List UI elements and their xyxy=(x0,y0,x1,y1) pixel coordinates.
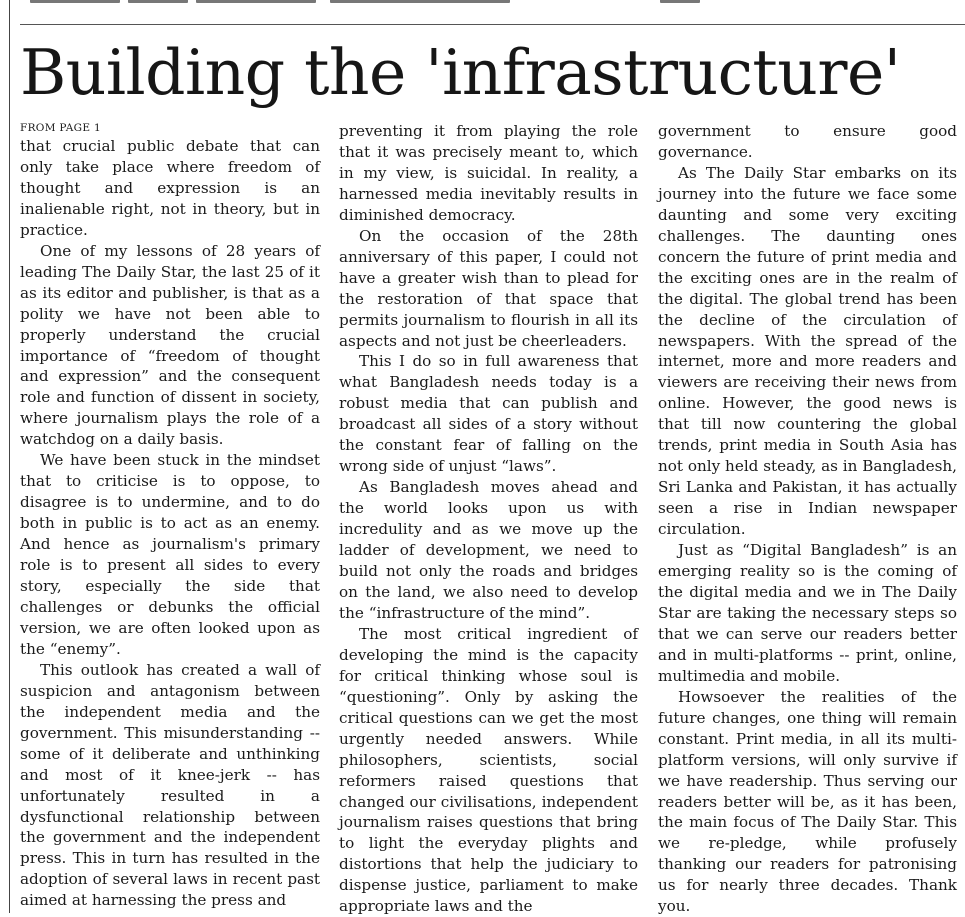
paragraph: We have been stuck in the mindset that to criticise is to oppose, to disagree is to undermine, and to do both in public is to act as an enemy. And hence as journalism's primary role is to present all sides to every story, especially the side that challenges or debunks the official version, we are often looked upon as the “enemy”. xyxy=(20,451,320,658)
paragraph: As The Daily Star embarks on its journey into the future we face some daunting and some very exciting challenges. The daunting ones concern the future of print media and the exciting ones are in the realm of the digital. The global trend has been the decline of the circulation of newspapers. With the spread of the internet, more and more readers and viewers are receiving their news from online. However, the good news is that till now countering the global trends, print media in South Asia has not only held steady, as in Bangladesh, Sri Lanka and Pakistan, it has actually seen a rise in Indian newspaper circulation. xyxy=(658,163,957,539)
paragraph: As Bangladesh moves ahead and the world looks upon us with incredulity and as we move up the ladder of development, we need to build not only the roads and bridges on the land, we also need to develop the “infrastructure of the mind”. xyxy=(339,478,638,622)
cut-off-top-line xyxy=(20,0,965,6)
paragraph: Just as “Digital Bangladesh” is an emerging reality so is the coming of the digital media and we in The Daily Star are taking the necessary steps so that we can serve our readers better and in multi-platforms -- print, online, multimedia and mobile. xyxy=(658,541,957,685)
page-edge-rule xyxy=(9,0,10,913)
paragraph: One of my lessons of 28 years of leading The Daily Star, the last 25 of it as its editor and publisher, is that as a polity we have not been able to properly understand the crucial importance of “freedom of thought and expression” and the consequent role and function of dissent in society, where journalism plays the role of a watchdog on a daily basis. xyxy=(20,241,320,449)
paragraph: This outlook has created a wall of suspicion and antagonism between the independent media and the government. This misunderstanding -- some of it deliberate and unthinking and most of it knee-jerk -- has unfortunately resulted in a dysfunctional relationship between the government and the independent press. This in turn has resulted in the adoption of several laws in recent past aimed at harnessing the press and xyxy=(20,660,320,910)
continuation-kicker: FROM PAGE 1 xyxy=(20,122,101,134)
paragraph: that crucial public debate that can only take place where freedom of thought and expression is an inalienable right, not in theory, but in practice. xyxy=(20,137,320,239)
article-column-1 xyxy=(20,121,320,911)
paragraph: government to ensure good governance. xyxy=(658,122,957,161)
paragraph: preventing it from playing the role that it was precisely meant to, which in my view, is suicidal. In reality, a harnessed media inevitably results in diminished democracy. xyxy=(339,122,638,224)
article-column-3 xyxy=(658,121,957,917)
header-rule xyxy=(20,24,965,25)
paragraph: On the occasion of the 28th anniversary of this paper, I could not have a greater wish than to plead for the restoration of that space that permits journalism to flourish in all its aspects and not just be cheerleaders. xyxy=(339,226,638,350)
paragraph: This I do so in full awareness that what Bangladesh needs today is a robust media that can publish and broadcast all sides of a story without the constant fear of falling on the wrong side of unjust “laws”. xyxy=(339,352,638,476)
paragraph: Howsoever the realities of the future changes, one thing will remain constant. Print media, in all its multi-platform versions, will only survive if we have readership. Thus serving our readers better will be, as it has been, the main focus of The Daily Star. This we re-pledge, while profusely thanking our readers for patronising us for nearly three decades. Thank you. xyxy=(658,687,957,916)
paragraph: The most critical ingredient of developing the mind is the capacity for critical thinking whose soul is “questioning”. Only by asking the critical questions can we get the most urgently needed answers. While philosophers, scientists, social reformers raised questions that changed our civilisations, independent journalism raises questions that bring to light the everyday plights and distortions that help the judiciary to dispense justice, parliament to make appropriate laws and the xyxy=(339,624,638,916)
article-column-2 xyxy=(339,121,638,917)
headline: Building the 'infrastructure' xyxy=(20,36,901,109)
